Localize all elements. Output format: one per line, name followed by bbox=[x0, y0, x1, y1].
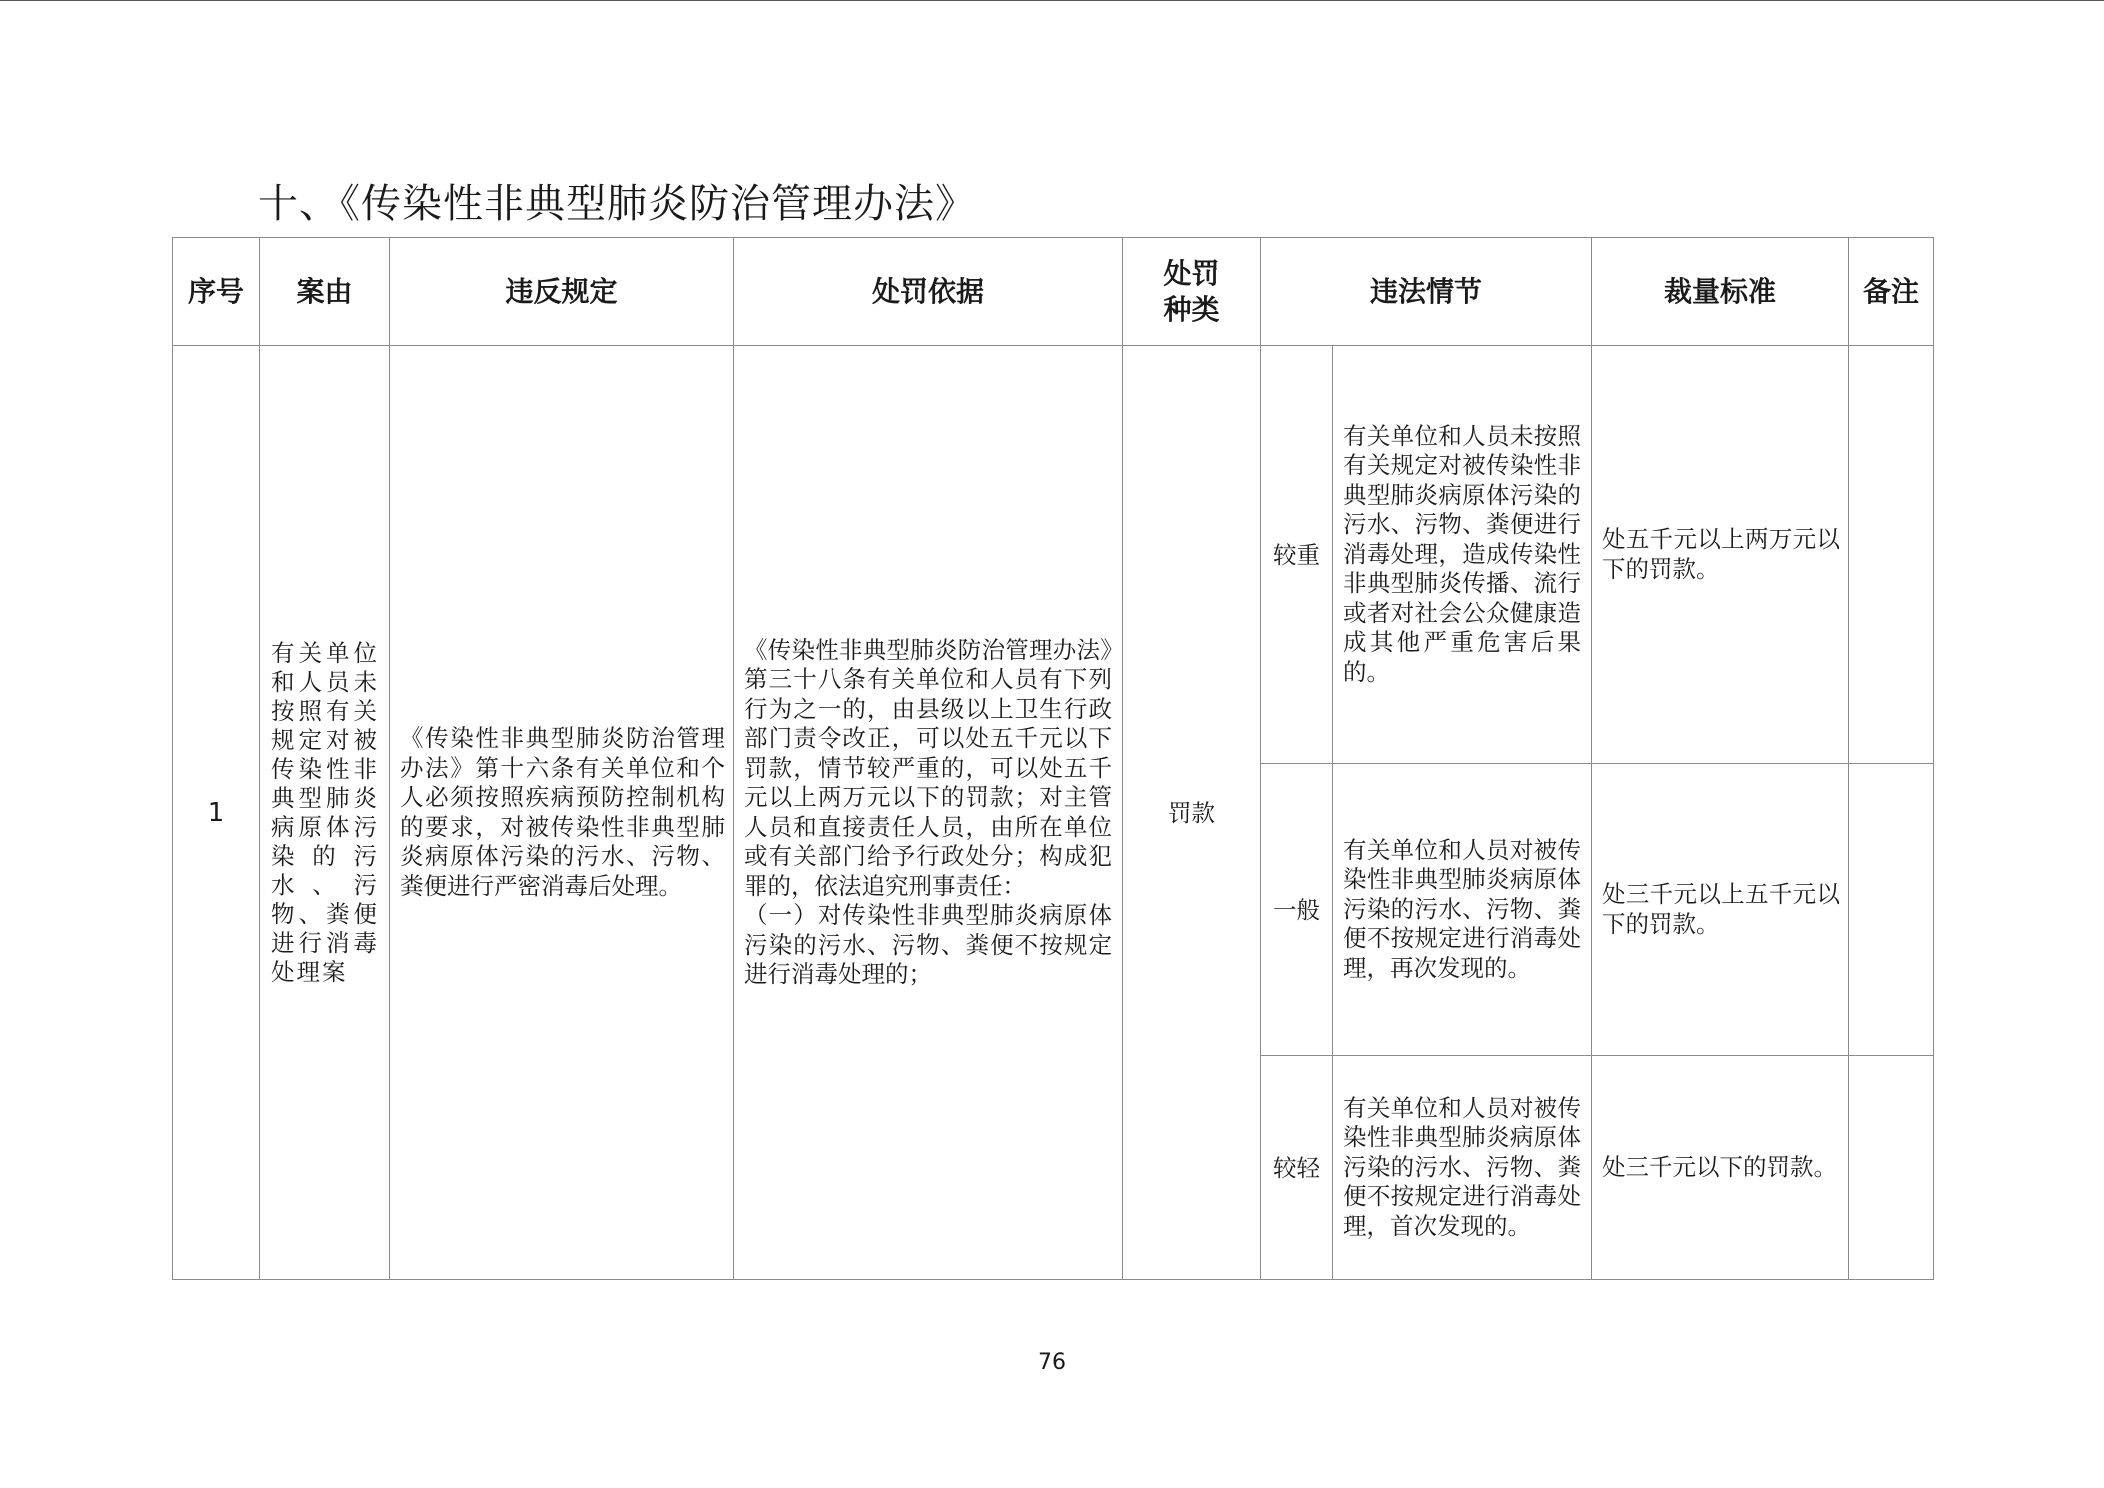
header-discretion-standard: 裁量标准 bbox=[1592, 238, 1849, 346]
cell-penalty-basis bbox=[734, 346, 1123, 1280]
document-title: 十、《传染性非典型肺炎防治管理办法》 bbox=[258, 181, 976, 227]
cell-violated-rule: 《传染性非典型肺炎防治管理办法》第十六条有关单位和个人必须按照疾病预防控制机构的要求，对被传染性非典型肺炎病原体污染的污水、污物、粪便进行严密消毒后处理。 bbox=[390, 346, 734, 1280]
cell-level-general: 一般 bbox=[1261, 764, 1333, 1056]
cell-standard-severe: 处五千元以上两万元以下的罚款。 bbox=[1592, 346, 1849, 764]
header-violated-rule: 违反规定 bbox=[390, 238, 734, 346]
cell-circumstance-general: 有关单位和人员对被传染性非典型肺炎病原体污染的污水、污物、粪便不按规定进行消毒处理，再次发现的。 bbox=[1333, 764, 1592, 1056]
penalty-discretion-table bbox=[172, 237, 1934, 1280]
header-cause: 案由 bbox=[260, 238, 390, 346]
page-top-border bbox=[0, 0, 2104, 1]
cell-penalty-kind: 罚款 bbox=[1123, 346, 1261, 1280]
cell-level-severe: 较重 bbox=[1261, 346, 1333, 764]
cell-remark-minor bbox=[1849, 1056, 1934, 1280]
cell-standard-general: 处三千元以上五千元以下的罚款。 bbox=[1592, 764, 1849, 1056]
cell-circumstance-severe: 有关单位和人员未按照有关规定对被传染性非典型肺炎病原体污染的污水、污物、粪便进行消毒处理，造成传染性非典型肺炎传播、流行或者对社会公众健康造成其他严重危害后果的。 bbox=[1333, 346, 1592, 764]
cell-remark-general bbox=[1849, 764, 1934, 1056]
header-penalty-kind-line2: 种类 bbox=[1163, 292, 1220, 326]
table-row bbox=[173, 346, 1934, 764]
header-seq: 序号 bbox=[173, 238, 260, 346]
header-penalty-kind bbox=[1123, 238, 1261, 346]
header-penalty-basis: 处罚依据 bbox=[734, 238, 1123, 346]
cell-level-minor: 较轻 bbox=[1261, 1056, 1333, 1280]
cell-circumstance-minor: 有关单位和人员对被传染性非典型肺炎病原体污染的污水、污物、粪便不按规定进行消毒处理，首次发现的。 bbox=[1333, 1056, 1592, 1280]
header-penalty-kind-line1: 处罚 bbox=[1163, 256, 1220, 290]
page-number: 76 bbox=[1038, 1350, 1066, 1375]
table-header-row bbox=[173, 238, 1934, 346]
cell-cause: 有关单位和人员未按照有关规定对被传染性非典型肺炎病原体污染的污水、污物、粪便进行消毒处理案 bbox=[260, 346, 390, 1280]
penalty-basis-text: 《传染性非典型肺炎防治管理办法》第三十八条有关单位和人员有下列行为之一的，由县级以上卫生行政部门责令改正，可以处五千元以下罚款，情节较严重的，可以处五千元以上两万元以下的罚款；对主管人员和直接责任人员，由所在单位或有关部门给予行政处分；构成犯罪的，依法追究刑事责任： bbox=[744, 635, 1112, 900]
cell-seq: 1 bbox=[173, 346, 260, 1280]
header-remarks: 备注 bbox=[1849, 238, 1934, 346]
penalty-basis-item: （一）对传染性非典型肺炎病原体污染的污水、污物、粪便不按规定进行消毒处理的； bbox=[744, 901, 1112, 988]
cell-remark-severe bbox=[1849, 346, 1934, 764]
cell-standard-minor: 处三千元以下的罚款。 bbox=[1592, 1056, 1849, 1280]
header-circumstances: 违法情节 bbox=[1261, 238, 1592, 346]
